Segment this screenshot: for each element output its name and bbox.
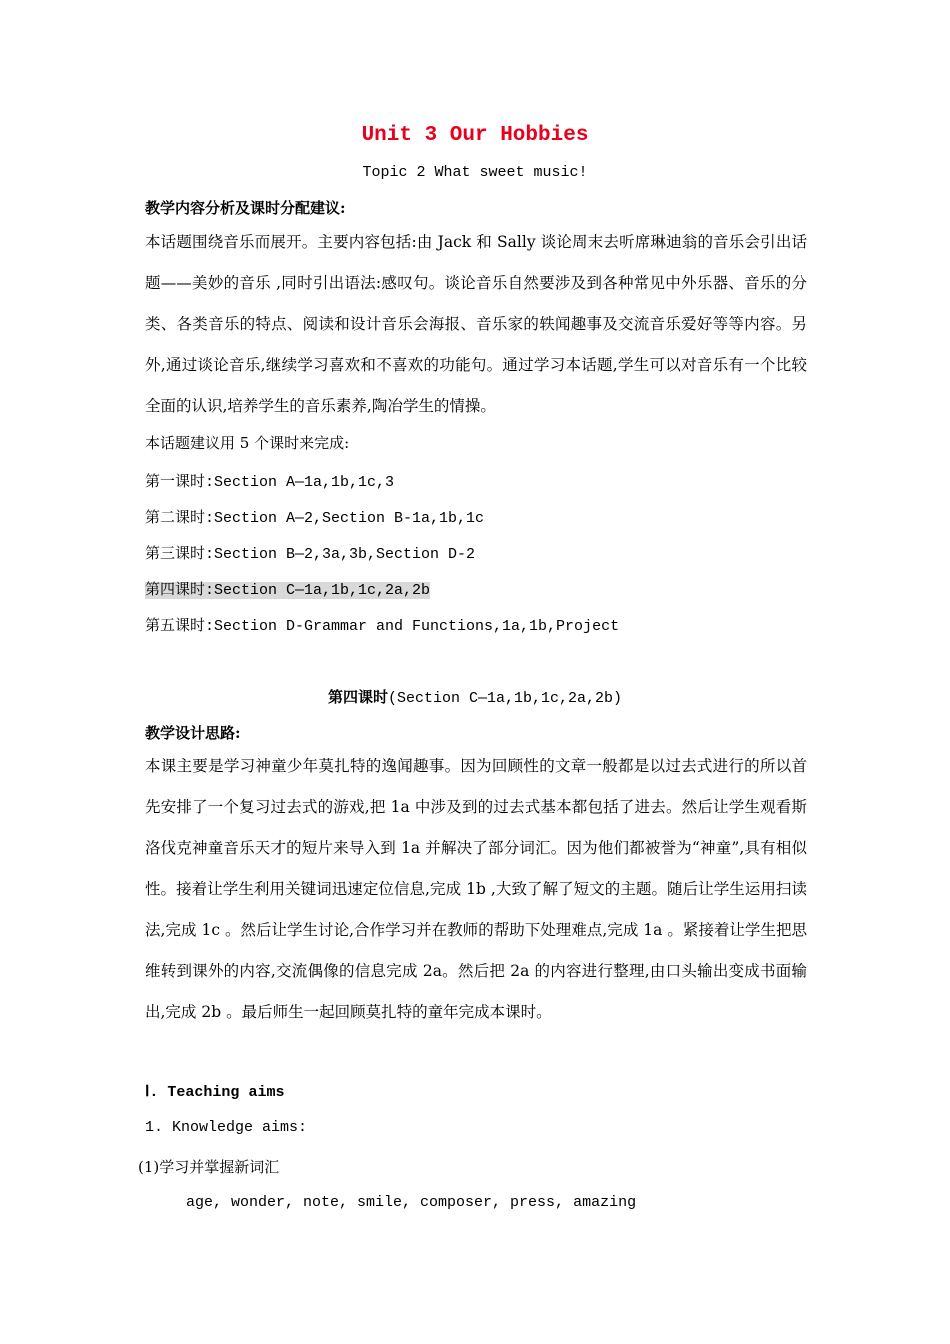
knowledge-aims: 1. Knowledge aims:: [145, 1119, 308, 1136]
periods-intro: 本话题建议用 5 个课时来完成:: [145, 434, 350, 452]
analysis-paragraph: 本话题围绕音乐而展开。主要内容包括:由 Jack 和 Sally 谈论周末去听席琳迪翁的音乐会引出话题——美妙的音乐 ,同时引出语法:感叹句。谈论音乐自然要涉及到各种常见中外乐器、音乐的分类、各类音乐的特点、阅读和设计音乐会海报、音乐家的轶闻趣事及交流音乐爱好等等内容。另外,通过谈论音乐,继续学习喜欢和不喜欢的功能句。通过学习本话题,学生可以对音乐有一个比较全面的认识,培养学生的音乐素养,陶冶学生的情操。: [145, 233, 807, 415]
vocab-list: age, wonder, note, smile, composer, press, amazing: [186, 1194, 637, 1211]
design-paragraph: 本课主要是学习神童少年莫扎特的逸闻趣事。因为回顾性的文章一般都是以过去式进行的所以首先安排了一个复习过去式的游戏,把 1a 中涉及到的过去式基本都包括了进去。然后让学生观看斯洛伐克神童音乐天才的短片来导入到 1a 并解决了部分词汇。因为他们都被誉为“神童”,具有相似性。接着让学生利用关键词迅速定位信息,完成 1b ,大致了解了短文的主题。随后让学生运用扫读法,完成 1c 。然后让学生讨论,合作学习并在教师的帮助下处理难点,完成 1a 。紧接着让学生把思维转到课外的内容,交流偶像的信息完成 2a。然后把 2a 的内容进行整理,由口头输出变成书面输出,完成 2b 。最后师生一起回顾莫扎特的童年完成本课时。: [145, 757, 807, 1021]
design-heading: 教学设计思路:: [145, 724, 241, 742]
vocab-item: (1)学习并掌握新词汇: [138, 1158, 280, 1176]
period-item-3: 第三课时:Section B—2,3a,3b,Section D-2: [145, 546, 476, 563]
lesson-heading: [0, 686, 950, 707]
topic-subtitle: Topic 2 What sweet music!: [362, 164, 588, 181]
teaching-aims-heading: Ⅰ. Teaching aims: [145, 1084, 285, 1101]
period-item-4: [145, 578, 430, 599]
period-item-1: 第一课时:Section A—1a,1b,1c,3: [145, 474, 395, 491]
unit-title: Unit 3 Our Hobbies: [361, 124, 589, 147]
lesson-heading-bold: 第四课时: [327, 688, 388, 706]
lesson-heading-sections: (Section C—1a,1b,1c,2a,2b): [387, 690, 623, 707]
period-item-5: 第五课时:Section D-Grammar and Functions,1a,1b,Project: [145, 618, 620, 635]
period-item-4-highlight: 第四课时:Section C—1a,1b,1c,2a,2b: [145, 582, 431, 599]
period-item-2: 第二课时:Section A—2,Section B-1a,1b,1c: [145, 510, 485, 527]
analysis-heading: 教学内容分析及课时分配建议:: [145, 199, 346, 217]
